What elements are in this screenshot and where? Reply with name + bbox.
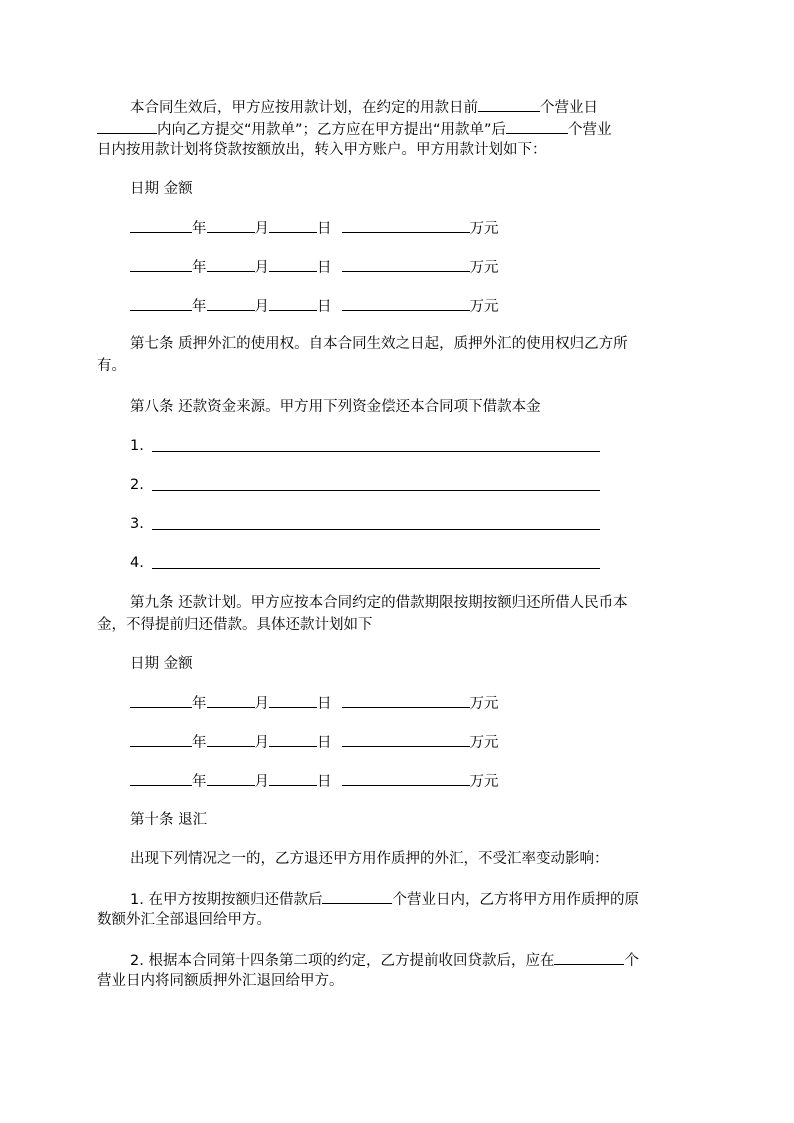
funding-item-3-blank (152, 529, 600, 530)
unit-label: 万元 (469, 774, 499, 790)
day-label: 日 (317, 774, 332, 790)
amount-blank (342, 770, 470, 786)
intro-line-1 (130, 96, 598, 116)
intro-line-1-text: 本合同生效后，甲方应按用款计划，在约定的用款日前 (130, 100, 478, 116)
article8-line-1: 第八条 还款资金来源。甲方用下列资金偿还本合同项下借款本金 (130, 399, 541, 415)
repayment-row-3 (130, 770, 499, 790)
day-blank (269, 731, 317, 747)
funding-item-2-blank (152, 490, 600, 491)
schedule-row-3 (130, 295, 499, 315)
repayment-row-2 (130, 731, 499, 751)
month-label: 月 (254, 735, 269, 751)
funding-item-1-number: 1. (130, 438, 144, 454)
article9-line-2: 金，不得提前归还借款。具体还款计划如下 (97, 617, 373, 633)
year-label: 年 (192, 299, 207, 315)
schedule-header-2: 日期 金额 (130, 656, 193, 672)
year-blank (130, 256, 192, 272)
article10-intro: 出现下列情况之一的，乙方退还甲方用作质押的外汇，不受汇率变动影响： (130, 851, 609, 867)
intro-line-2-text: 内向乙方提交“用款单”；乙方应在甲方提出“用款单”后 (157, 122, 507, 138)
year-label: 年 (192, 735, 207, 751)
month-blank (207, 731, 255, 747)
schedule-row-1 (130, 217, 499, 237)
day-blank (269, 770, 317, 786)
funding-item-1-blank (152, 451, 600, 452)
blank-field (97, 118, 157, 134)
day-blank (269, 295, 317, 311)
funding-item-4-number: 4. (130, 555, 144, 571)
funding-item-4-blank (152, 568, 600, 569)
year-blank (130, 295, 192, 311)
blank-field (506, 118, 568, 134)
month-label: 月 (254, 696, 269, 712)
article10-item2-text: 2. 根据本合同第十四条第二项的约定，乙方提前收回贷款后，应在 (130, 953, 555, 969)
intro-line-3: 日内按用款计划将贷款按额放出，转入甲方账户。甲方用款计划如下： (97, 142, 547, 158)
unit-label: 万元 (469, 221, 499, 237)
day-label: 日 (317, 260, 332, 276)
intro-line-1-tail: 个营业日 (540, 100, 598, 116)
day-label: 日 (317, 735, 332, 751)
blank-field (322, 888, 392, 904)
article10-item2-line-1 (130, 949, 639, 969)
amount-blank (342, 256, 470, 272)
month-blank (207, 256, 255, 272)
article10-item1-line-2: 数额外汇全部退回给甲方。 (97, 912, 271, 928)
funding-item-3-number: 3. (130, 516, 144, 532)
repayment-row-1 (130, 692, 499, 712)
funding-item-2-number: 2. (130, 477, 144, 493)
year-label: 年 (192, 774, 207, 790)
month-label: 月 (254, 260, 269, 276)
amount-blank (342, 217, 470, 233)
blank-field (478, 96, 540, 112)
article10-item1-line-1 (130, 888, 639, 908)
unit-label: 万元 (469, 299, 499, 315)
article9-line-1: 第九条 还款计划。甲方应按本合同约定的借款期限按期按额归还所借人民币本 (130, 595, 628, 611)
month-blank (207, 217, 255, 233)
article10-item2-tail: 个 (624, 953, 639, 969)
month-label: 月 (254, 221, 269, 237)
blank-field (554, 949, 624, 965)
amount-blank (342, 731, 470, 747)
schedule-header-1: 日期 金额 (130, 181, 193, 197)
article10-title: 第十条 退汇 (130, 812, 208, 828)
unit-label: 万元 (469, 696, 499, 712)
article10-item1-text: 1. 在甲方按期按额归还借款后 (130, 892, 323, 908)
year-blank (130, 731, 192, 747)
day-label: 日 (317, 221, 332, 237)
article7-line-2: 有。 (97, 358, 126, 374)
article10-item2-line-2: 营业日内将同额质押外汇退回给甲方。 (97, 973, 344, 989)
month-blank (207, 692, 255, 708)
unit-label: 万元 (469, 735, 499, 751)
year-label: 年 (192, 221, 207, 237)
year-blank (130, 217, 192, 233)
day-label: 日 (317, 299, 332, 315)
day-blank (269, 692, 317, 708)
day-label: 日 (317, 696, 332, 712)
article10-item1-tail: 个营业日内，乙方将甲方用作质押的原 (392, 892, 639, 908)
month-label: 月 (254, 774, 269, 790)
day-blank (269, 256, 317, 272)
month-blank (207, 770, 255, 786)
month-label: 月 (254, 299, 269, 315)
year-label: 年 (192, 696, 207, 712)
intro-line-2-tail: 个营业 (568, 122, 612, 138)
month-blank (207, 295, 255, 311)
year-blank (130, 770, 192, 786)
day-blank (269, 217, 317, 233)
amount-blank (342, 692, 470, 708)
year-label: 年 (192, 260, 207, 276)
schedule-row-2 (130, 256, 499, 276)
year-blank (130, 692, 192, 708)
amount-blank (342, 295, 470, 311)
unit-label: 万元 (469, 260, 499, 276)
article7-line-1: 第七条 质押外汇的使用权。自本合同生效之日起，质押外汇的使用权归乙方所 (130, 336, 628, 352)
intro-line-2 (97, 118, 612, 138)
